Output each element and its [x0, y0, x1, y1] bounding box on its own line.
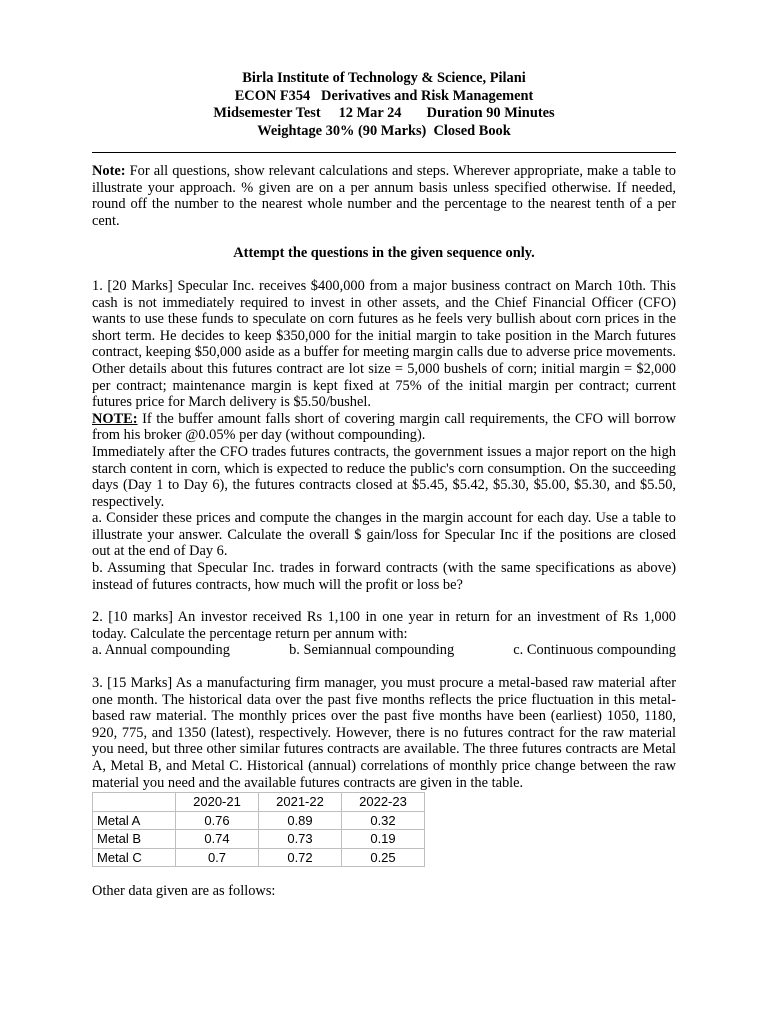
q1-note-text: If the buffer amount falls short of covering margin call requirements, the CFO will borrow from his broker @0.05% per day (without compounding). [92, 410, 676, 444]
question-2 [92, 609, 676, 659]
q1-note-label: NOTE: [92, 410, 138, 427]
q2-option-a: a. Annual compounding [92, 642, 230, 659]
instruction-line: Attempt the questions in the given sequence only. [233, 245, 535, 262]
q1-part-b: b. Assuming that Specular Inc. trades in forward contracts (with the same specifications as above) instead of futures contracts, how much will the profit or loss be? [92, 560, 676, 593]
general-note [92, 163, 676, 229]
table-cell: 0.89 [259, 811, 342, 830]
header-divider [92, 152, 676, 153]
note-text: For all questions, show relevant calculations and steps. Wherever appropriate, make a table to illustrate your approach. % given are on a per annum basis unless specified otherwise. If needed, round off the number to the nearest whole number and the percentage to the nearest tenth of a per cent. [92, 163, 676, 229]
table-cell: 0.32 [342, 811, 425, 830]
q2-text: 2. [10 marks] An investor received Rs 1,100 in one year in return for an investment of Rs 1,000 today. Calculate the percentage return per annum with: [92, 609, 676, 642]
note-label: Note: [92, 163, 126, 179]
table-cell: 0.19 [342, 830, 425, 849]
question-3 [92, 675, 676, 900]
q2-option-b: b. Semiannual compounding [289, 642, 455, 659]
exam-page [92, 70, 676, 900]
q1-para2: Immediately after the CFO trades futures contracts, the government issues a major report on the high starch content in corn, which is expected to reduce the public's corn consumption. On the succeeding days (Day 1 to Day 6), the futures contracts closed at $5.45, $5.42, $5.30, $5.00, $5.30, and $5.50, respectively. [92, 443, 676, 510]
table-cell: 0.73 [259, 830, 342, 849]
q3-other-data: Other data given are as follows: [92, 883, 276, 900]
table-row [93, 848, 425, 867]
table-row-label: Metal A [93, 811, 176, 830]
institute-name: Birla Institute of Technology & Science, Pilani [242, 70, 526, 86]
q2-option-c: c. Continuous compounding [513, 642, 676, 659]
table-row-label: Metal C [93, 848, 176, 867]
table-header-cell: 2022-23 [342, 793, 425, 812]
table-row [93, 830, 425, 849]
table-header-cell [93, 793, 176, 812]
q2-options [92, 642, 676, 659]
table-row [93, 811, 425, 830]
table-cell: 0.25 [342, 848, 425, 867]
correlation-table [92, 792, 425, 867]
table-cell: 0.72 [259, 848, 342, 867]
table-row-label: Metal B [93, 830, 176, 849]
test-details: Midsemester Test 12 Mar 24 Duration 90 Minutes [213, 105, 555, 121]
q1-part-a: a. Consider these prices and compute the changes in the margin account for each day. Use a table to illustrate your answer. Calculate the overall $ gain/loss for Specular Inc if the positions are closed out at the end of Day 6. [92, 510, 676, 560]
q3-text: 3. [15 Marks] As a manufacturing firm manager, you must procure a metal-based raw material after one month. The historical data over the past five months reflects the price fluctuation in this metal-based raw material. The monthly prices over the past five months have been (earliest) 1050, 1180, 920, 775, and 1350 (latest), respectively. However, there is no futures contract for the raw material you need, but three other similar futures contracts are available. The three futures contracts are Metal A, Metal B, and Metal C. Historical (annual) correlations of monthly price change between the raw material you need and the available futures contracts are given in the table. [92, 675, 676, 791]
table-header-cell: 2020-21 [176, 793, 259, 812]
q1-note [92, 411, 676, 444]
table-header-cell: 2021-22 [259, 793, 342, 812]
q1-intro: 1. [20 Marks] Specular Inc. receives $400,000 from a major business contract on March 10th. This cash is not immediately required to invest in other assets, and the Chief Financial Officer (CFO) wants to use these funds to speculate on corn futures as he feels very bullish about corn prices in the short term. He decides to keep $350,000 for the initial margin to take position in the March futures contract, keeping $50,000 aside as a buffer for meeting margin calls due to adverse price movements. Other details about this futures contract are lot size = 5,000 bushels of corn; initial margin = $2,000 per contract; maintenance margin is kept fixed at 75% of the initial margin per contract; current futures price for March delivery is $5.50/bushel. [92, 277, 676, 411]
table-cell: 0.74 [176, 830, 259, 849]
table-cell: 0.7 [176, 848, 259, 867]
exam-header [92, 70, 676, 140]
table-header-row [93, 793, 425, 812]
course-title: ECON F354 Derivatives and Risk Management [234, 87, 534, 104]
weightage-line: Weightage 30% (90 Marks) Closed Book [257, 122, 511, 139]
table-cell: 0.76 [176, 811, 259, 830]
question-1 [92, 278, 676, 593]
